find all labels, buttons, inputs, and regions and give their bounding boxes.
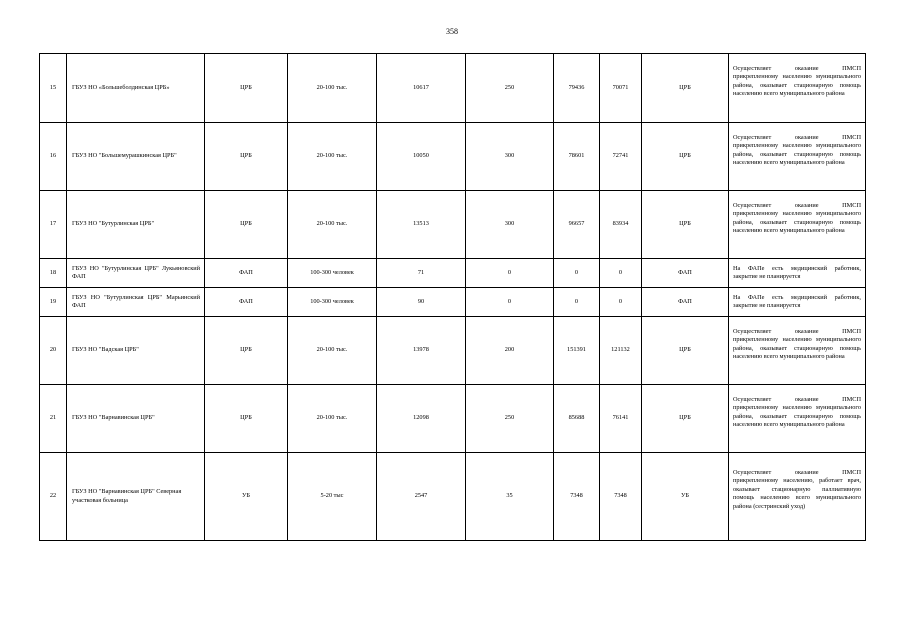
row-number: 16 (40, 123, 67, 191)
row-number: 15 (40, 54, 67, 123)
facility-type: ЦРБ (205, 385, 288, 453)
facility-type: ЦРБ (205, 54, 288, 123)
value-cell: 121132 (600, 317, 642, 385)
facility-name: ГБУЗ НО "Вадская ЦРБ" (67, 317, 205, 385)
value-cell: 83934 (600, 191, 642, 259)
planned-type: УБ (642, 453, 729, 541)
value-cell: 76141 (600, 385, 642, 453)
value-cell: 78601 (554, 123, 600, 191)
note-cell: На ФАПе есть медицинский работник, закрытие не планируется (729, 288, 866, 317)
value-cell: 12098 (377, 385, 466, 453)
row-number: 18 (40, 259, 67, 288)
planned-type: ЦРБ (642, 317, 729, 385)
value-cell: 7348 (554, 453, 600, 541)
population-range: 100-300 человек (288, 288, 377, 317)
value-cell: 0 (554, 259, 600, 288)
value-cell: 85688 (554, 385, 600, 453)
planned-type: ЦРБ (642, 385, 729, 453)
facility-type: ЦРБ (205, 123, 288, 191)
facility-type: ЦРБ (205, 317, 288, 385)
population-range: 100-300 человек (288, 259, 377, 288)
row-number: 19 (40, 288, 67, 317)
value-cell: 7348 (600, 453, 642, 541)
note-cell: Осуществляет оказание ПМСП прикрепленному населению муниципального района, оказывает стационарную помощь населению всего муниципального района (729, 317, 866, 385)
facility-type: УБ (205, 453, 288, 541)
planned-type: ФАП (642, 288, 729, 317)
table-row (40, 191, 866, 259)
facility-name: ГБУЗ НО "Бутурлинская ЦРБ" Марьинский ФАП (67, 288, 205, 317)
planned-type: ЦРБ (642, 191, 729, 259)
table-row (40, 123, 866, 191)
note-cell: Осуществляет оказание ПМСП прикрепленному населению муниципального района, оказывает стационарную помощь населению всего муниципального района (729, 54, 866, 123)
value-cell: 250 (466, 385, 554, 453)
value-cell: 0 (554, 288, 600, 317)
value-cell: 0 (600, 259, 642, 288)
population-range: 20-100 тыс. (288, 123, 377, 191)
value-cell: 10050 (377, 123, 466, 191)
value-cell: 90 (377, 288, 466, 317)
value-cell: 2547 (377, 453, 466, 541)
value-cell: 300 (466, 191, 554, 259)
value-cell: 71 (377, 259, 466, 288)
planned-type: ЦРБ (642, 54, 729, 123)
population-range: 20-100 тыс. (288, 385, 377, 453)
note-cell: Осуществляет оказание ПМСП прикрепленному населению муниципального района, оказывает стационарную помощь населению всего муниципального района (729, 385, 866, 453)
value-cell: 96657 (554, 191, 600, 259)
row-number: 20 (40, 317, 67, 385)
population-range: 20-100 тыс. (288, 191, 377, 259)
note-cell: Осуществляет оказание ПМСП прикрепленному населению муниципального района, оказывает стационарную помощь населению всего муниципального района (729, 123, 866, 191)
facility-name: ГБУЗ НО "Бутурлинская ЦРБ" Лукьяновский ФАП (67, 259, 205, 288)
value-cell: 200 (466, 317, 554, 385)
planned-type: ФАП (642, 259, 729, 288)
planned-type: ЦРБ (642, 123, 729, 191)
value-cell: 250 (466, 54, 554, 123)
row-number: 21 (40, 385, 67, 453)
row-number: 17 (40, 191, 67, 259)
value-cell: 10617 (377, 54, 466, 123)
value-cell: 0 (600, 288, 642, 317)
value-cell: 0 (466, 288, 554, 317)
facility-type: ФАП (205, 288, 288, 317)
facility-type: ЦРБ (205, 191, 288, 259)
facilities-table (39, 53, 866, 541)
table-row (40, 259, 866, 288)
value-cell: 70071 (600, 54, 642, 123)
note-cell: На ФАПе есть медицинский работник, закрытие не планируется (729, 259, 866, 288)
table-row (40, 317, 866, 385)
page-number: 358 (446, 27, 458, 36)
facility-name: ГБУЗ НО "Варнавинская ЦРБ" Северная участковая больница (67, 453, 205, 541)
row-number: 22 (40, 453, 67, 541)
facility-name: ГБУЗ НО "Бутурлинская ЦРБ" (67, 191, 205, 259)
value-cell: 13513 (377, 191, 466, 259)
value-cell: 0 (466, 259, 554, 288)
table-row (40, 453, 866, 541)
population-range: 5-20 тыс (288, 453, 377, 541)
note-cell: Осуществляет оказание ПМСП прикрепленному населению муниципального района, оказывает стационарную помощь населению всего муниципального района (729, 191, 866, 259)
value-cell: 79436 (554, 54, 600, 123)
value-cell: 13978 (377, 317, 466, 385)
table-row (40, 288, 866, 317)
value-cell: 72741 (600, 123, 642, 191)
facility-name: ГБУЗ НО "Большемурашкинская ЦРБ" (67, 123, 205, 191)
table-row (40, 385, 866, 453)
note-cell: Осуществляет оказание ПМСП прикрепленному населению, работает врач, оказывает стационарную паллиативную помощь населению всего муниципального района (сестринский уход) (729, 453, 866, 541)
value-cell: 300 (466, 123, 554, 191)
value-cell: 35 (466, 453, 554, 541)
table-row (40, 54, 866, 123)
facility-name: ГБУЗ НО «Большеболдинская ЦРБ» (67, 54, 205, 123)
facility-type: ФАП (205, 259, 288, 288)
facility-name: ГБУЗ НО "Варнавинская ЦРБ" (67, 385, 205, 453)
population-range: 20-100 тыс. (288, 54, 377, 123)
population-range: 20-100 тыс. (288, 317, 377, 385)
value-cell: 151391 (554, 317, 600, 385)
